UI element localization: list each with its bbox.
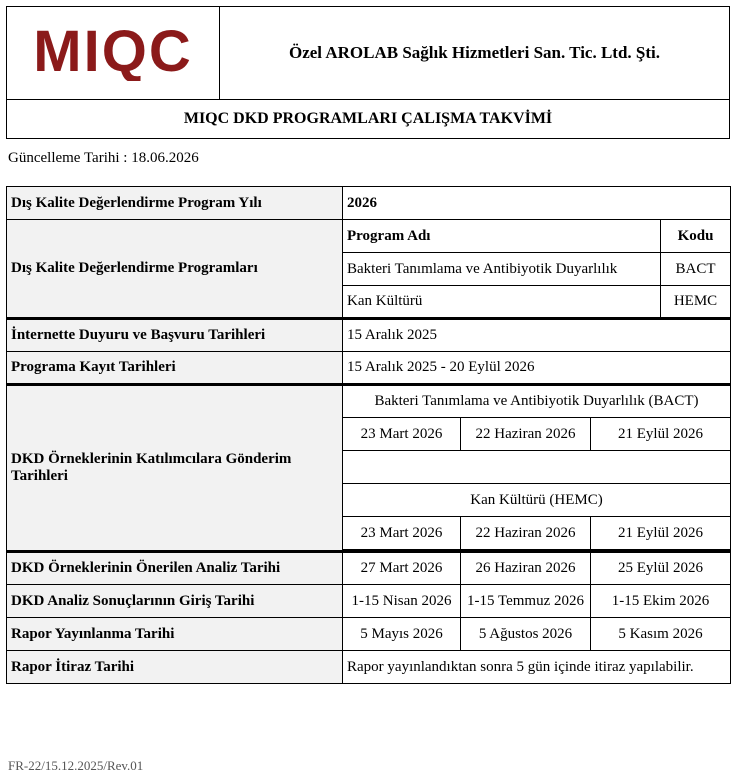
announce-label: İnternette Duyuru ve Başvuru Tarihleri	[7, 319, 343, 352]
program-name-header: Program Adı	[343, 220, 661, 253]
results-date: 1-15 Temmuz 2026	[461, 585, 591, 618]
table-row	[7, 585, 731, 618]
program-year-label: Dış Kalite Değerlendirme Program Yılı	[7, 187, 343, 220]
analysis-date: 26 Haziran 2026	[461, 552, 591, 585]
table-row	[7, 352, 731, 385]
report-label: Rapor Yayınlanma Tarihi	[7, 618, 343, 651]
report-date: 5 Ağustos 2026	[461, 618, 591, 651]
results-date: 1-15 Ekim 2026	[591, 585, 731, 618]
results-label: DKD Analiz Sonuçlarının Giriş Tarihi	[7, 585, 343, 618]
analysis-date: 25 Eylül 2026	[591, 552, 731, 585]
logo-cell	[7, 7, 220, 100]
shipping-label: DKD Örneklerinin Katılımcılara Gönderim Tarihleri	[7, 385, 343, 552]
svg-text:MIQC: MIQC	[33, 20, 193, 81]
table-row	[7, 187, 731, 220]
document-header	[6, 6, 730, 139]
update-date: Güncelleme Tarihi : 18.06.2026	[8, 150, 199, 166]
shipping-hemc-date: 21 Eylül 2026	[591, 517, 731, 550]
table-row	[7, 385, 731, 418]
programs-label: Dış Kalite Değerlendirme Programları	[7, 220, 343, 319]
analysis-label: DKD Örneklerinin Önerilen Analiz Tarihi	[7, 552, 343, 585]
shipping-bact-date: 22 Haziran 2026	[461, 418, 591, 451]
table-row	[7, 319, 731, 352]
miqc-logo	[28, 21, 198, 81]
program-code: BACT	[661, 253, 731, 286]
registration-label: Programa Kayıt Tarihleri	[7, 352, 343, 385]
shipping-hemc-date: 22 Haziran 2026	[461, 517, 591, 550]
report-date: 5 Kasım 2026	[591, 618, 731, 651]
shipping-hemc-title: Kan Kültürü (HEMC)	[343, 484, 731, 517]
registration-value: 15 Aralık 2025 - 20 Eylül 2026	[343, 352, 731, 385]
company-name: Özel AROLAB Sağlık Hizmetleri San. Tic. Ltd. Şti.	[220, 7, 730, 100]
program-code-header: Kodu	[661, 220, 731, 253]
table-row	[7, 618, 731, 651]
objection-label: Rapor İtiraz Tarihi	[7, 651, 343, 684]
report-date: 5 Mayıs 2026	[343, 618, 461, 651]
schedule-table	[6, 186, 731, 684]
program-name: Bakteri Tanımlama ve Antibiyotik Duyarlılık	[343, 253, 661, 286]
shipping-hemc-date: 23 Mart 2026	[343, 517, 461, 550]
table-row	[7, 220, 731, 253]
table-row	[7, 651, 731, 684]
document-title: MIQC DKD PROGRAMLARI ÇALIŞMA TAKVİMİ	[7, 100, 730, 139]
program-year-value: 2026	[343, 187, 731, 220]
program-code: HEMC	[661, 286, 731, 319]
objection-value: Rapor yayınlandıktan sonra 5 gün içinde itiraz yapılabilir.	[343, 651, 731, 684]
announce-value: 15 Aralık 2025	[343, 319, 731, 352]
spacer-cell	[343, 451, 731, 484]
shipping-bact-date: 21 Eylül 2026	[591, 418, 731, 451]
shipping-bact-title: Bakteri Tanımlama ve Antibiyotik Duyarlılık (BACT)	[343, 385, 731, 418]
shipping-bact-date: 23 Mart 2026	[343, 418, 461, 451]
results-date: 1-15 Nisan 2026	[343, 585, 461, 618]
table-row	[7, 552, 731, 585]
form-code: FR-22/15.12.2025/Rev.01	[8, 758, 144, 773]
program-name: Kan Kültürü	[343, 286, 661, 319]
analysis-date: 27 Mart 2026	[343, 552, 461, 585]
